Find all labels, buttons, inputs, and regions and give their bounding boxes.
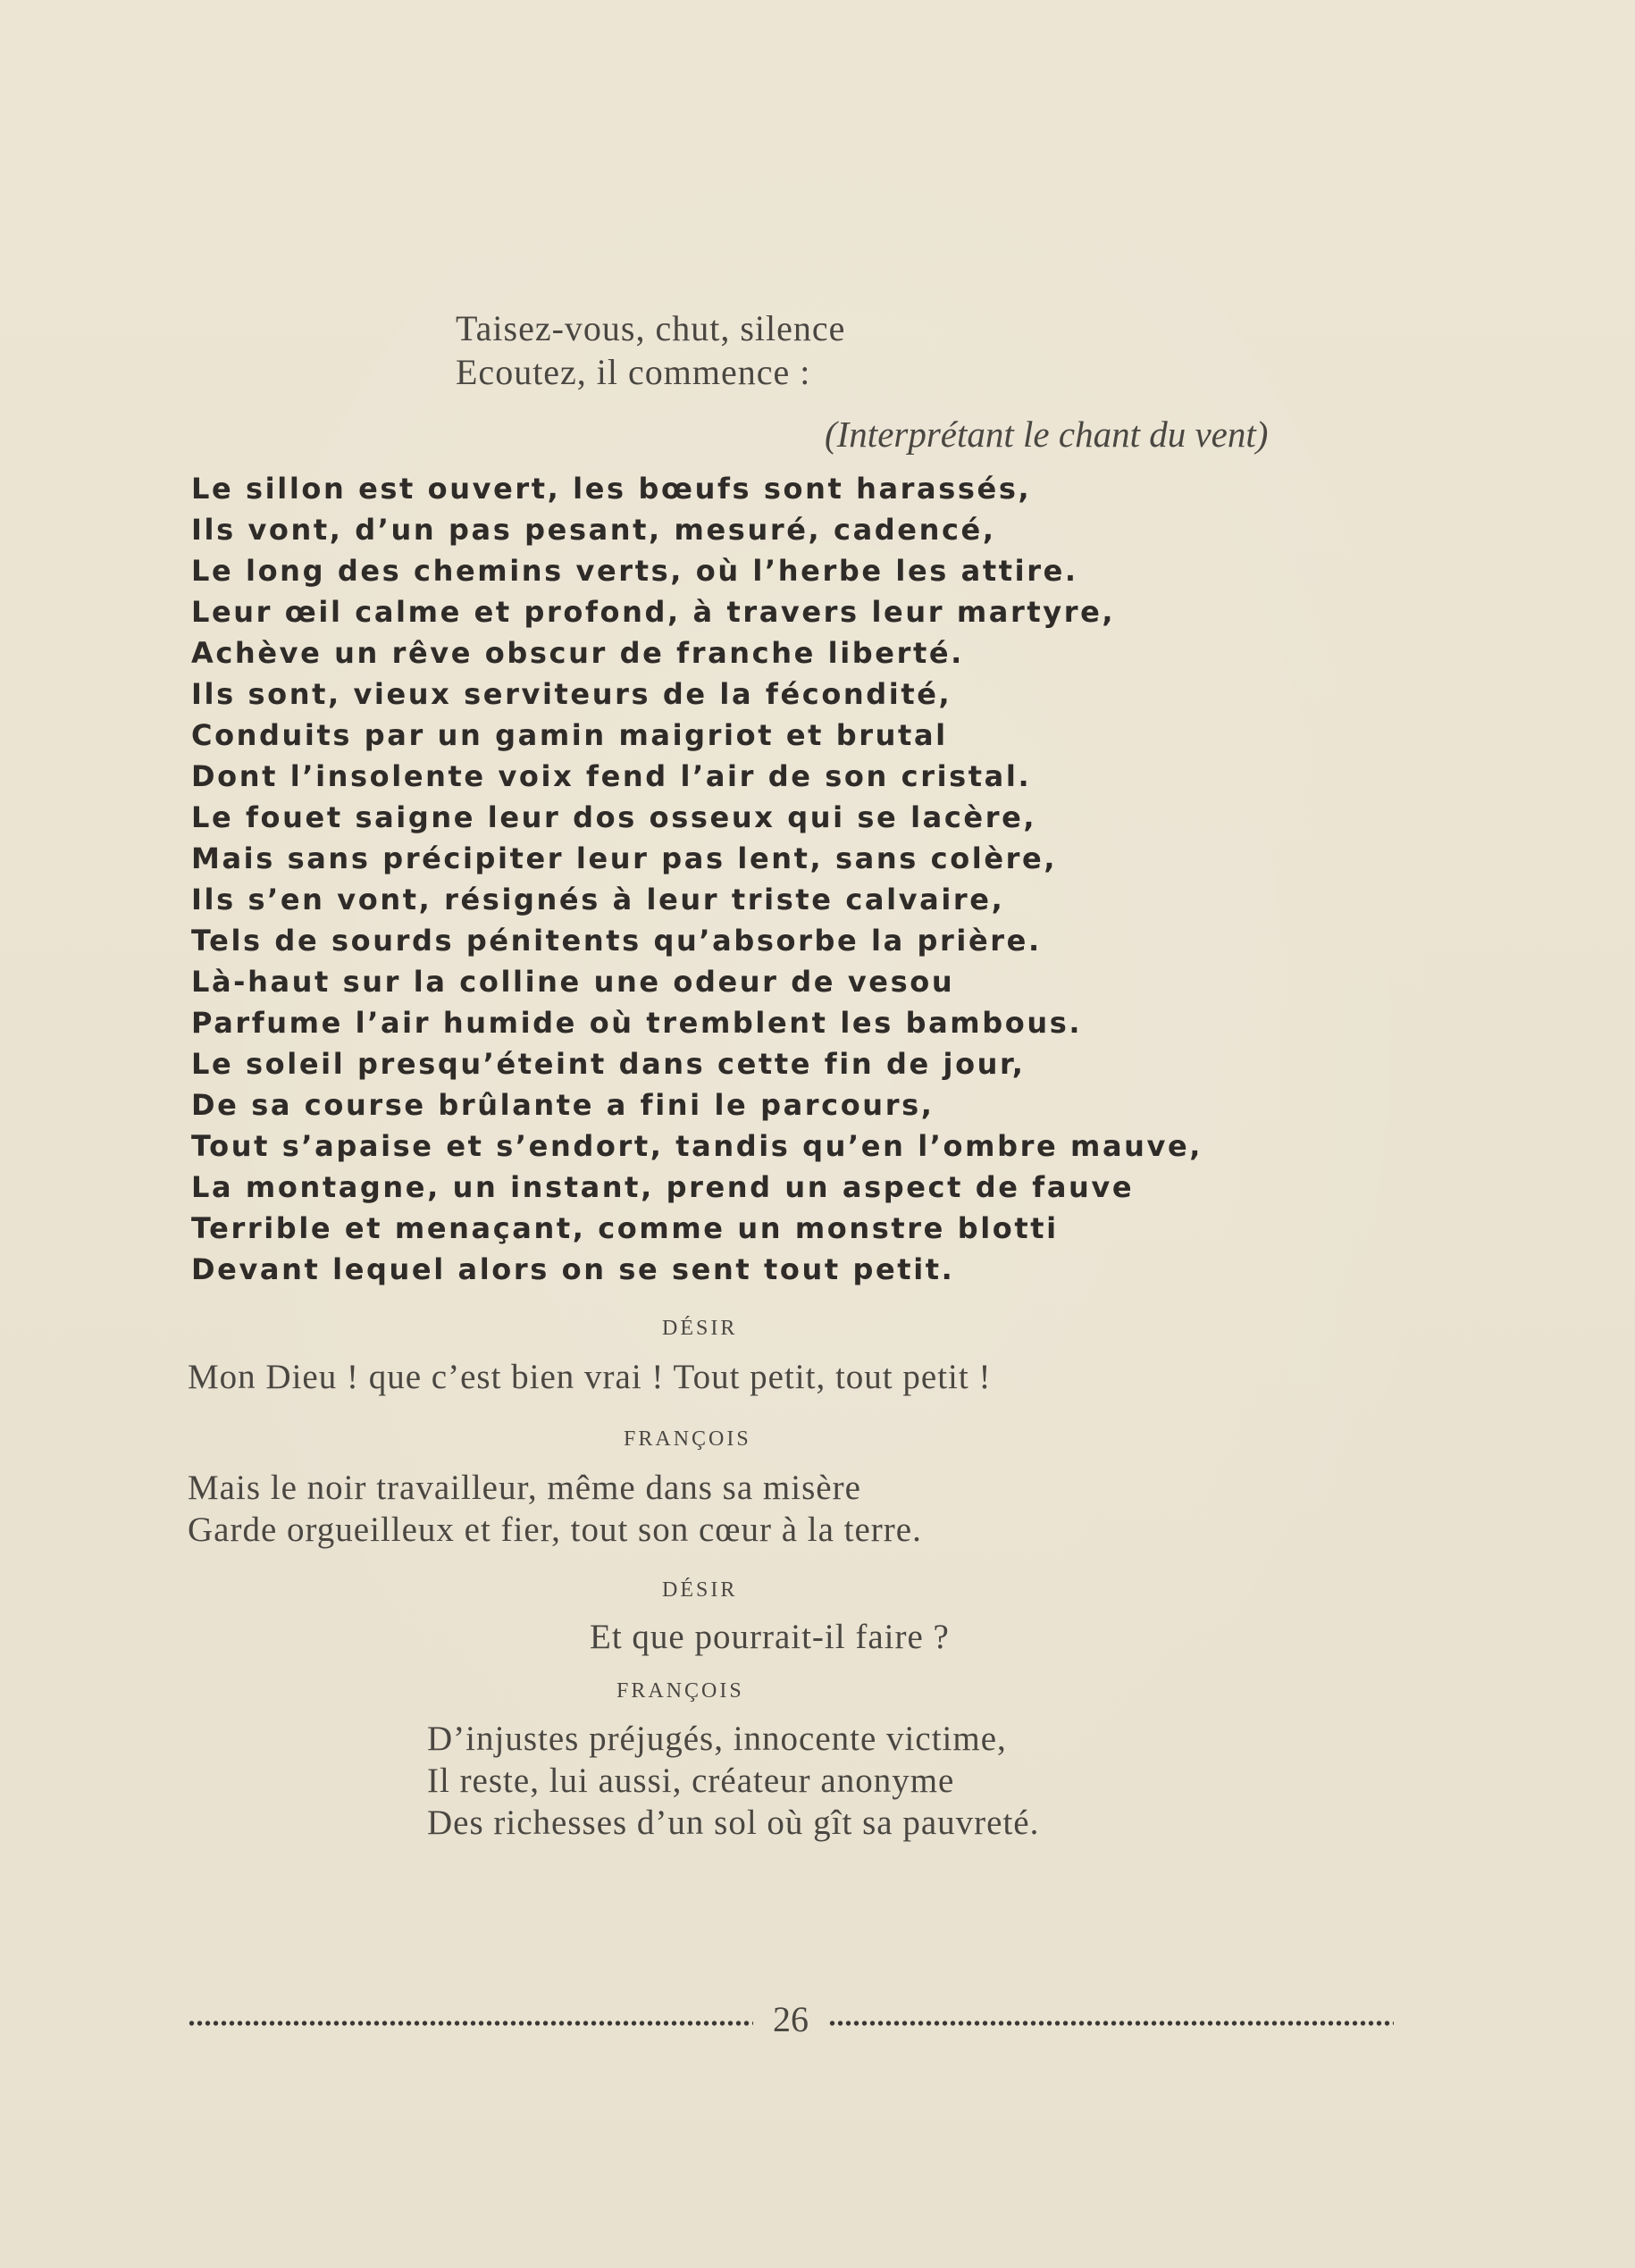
poem-line: Tout s’apaise et s’endort, tandis qu’en l’ombre mauve, [191,1129,1203,1163]
poem-line: Terrible et menaçant, comme un monstre blotti [191,1211,1059,1245]
poem-line: Ils s’en vont, résignés à leur triste calvaire, [191,883,1005,916]
poem-line: Parfume l’air humide où tremblent les bambous. [191,1006,1083,1040]
page-footer [188,1998,1394,2039]
speech-line: Des richesses d’un sol où gît sa pauvreté. [427,1804,1040,1842]
poem-line: Le sillon est ouvert, les bœufs sont harassés, [191,472,1032,506]
poem-line: Le fouet saigne leur dos osseux qui se lacère, [191,800,1037,834]
speech-line: Mon Dieu ! que c’est bien vrai ! Tout petit, tout petit ! [188,1358,992,1396]
intro-line-1: Taisez-vous, chut, silence [456,308,846,348]
poem-line: Le long des chemins verts, où l’herbe les attire. [191,554,1078,588]
dotted-rule-right [828,2021,1394,2026]
speech-line: Mais le noir travailleur, même dans sa misère [188,1469,861,1507]
poem-line: Tels de sourds pénitents qu’absorbe la prière. [191,924,1042,958]
dotted-rule-left [188,2021,753,2026]
page-number: 26 [773,1998,809,2039]
intro-line-2: Ecoutez, il commence : [456,352,811,392]
poem-line: De sa course brûlante a fini le parcours, [191,1088,935,1122]
speaker-name: DÉSIR [662,1317,738,1340]
speech-line: D’injustes préjugés, innocente victime, [427,1720,1007,1758]
poem-line: Ils vont, d’un pas pesant, mesuré, cadencé, [191,513,996,547]
poem-line: Dont l’insolente voix fend l’air de son cristal. [191,759,1032,793]
poem-line: Leur œil calme et profond, à travers leur martyre, [191,595,1116,629]
speaker-name: FRANÇOIS [616,1679,744,1703]
poem-line: Le soleil presqu’éteint dans cette fin de jour, [191,1047,1026,1081]
poem-line: Achève un rêve obscur de franche liberté. [191,636,964,670]
poem-line: Mais sans précipiter leur pas lent, sans colère, [191,841,1058,875]
poem-line: Conduits par un gamin maigriot et brutal [191,718,948,752]
speech-line: Et que pourrait-il faire ? [590,1618,950,1656]
stage-direction: (Interprétant le chant du vent) [825,414,1269,455]
speaker-name: DÉSIR [662,1578,738,1602]
speech-line: Garde orgueilleux et fier, tout son cœur à la terre. [188,1511,922,1549]
poem-line: La montagne, un instant, prend un aspect de fauve [191,1170,1135,1204]
poem-line: Devant lequel alors on se sent tout petit. [191,1252,955,1286]
poem-line: Là-haut sur la colline une odeur de vesou [191,965,955,999]
speech-line: Il reste, lui aussi, créateur anonyme [427,1762,955,1800]
poem-line: Ils sont, vieux serviteurs de la fécondité, [191,677,952,711]
speaker-name: FRANÇOIS [624,1427,751,1451]
